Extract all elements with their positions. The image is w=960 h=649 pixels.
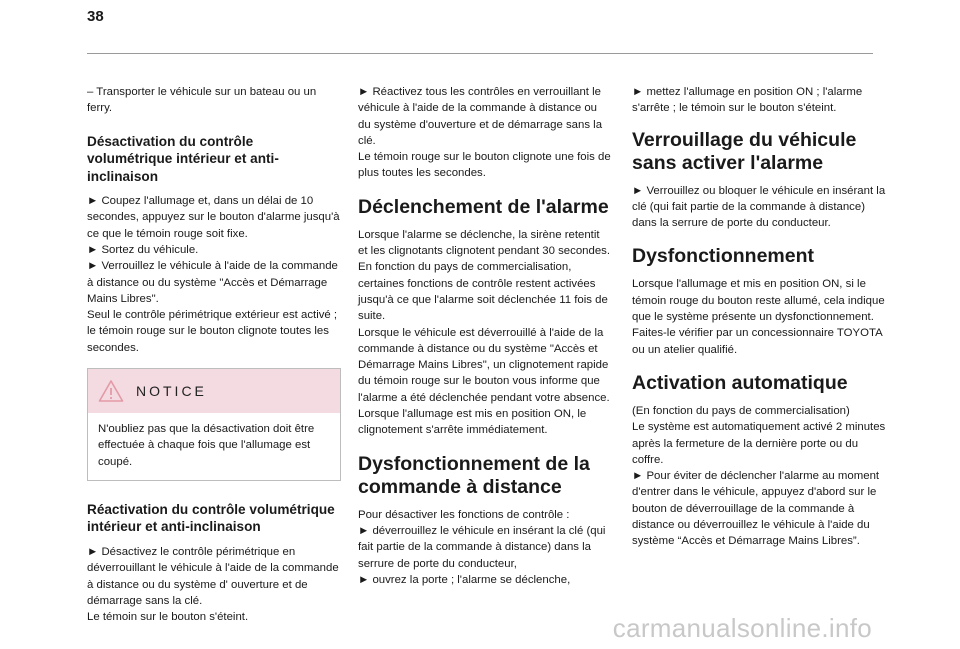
notice-box (87, 368, 341, 481)
intro-text: – Transporter le véhicule sur un bateau ou un ferry. (87, 86, 317, 115)
section-body-deactivation: ► Coupez l'allumage et, dans un délai de 10 secondes, appuyez sur le bouton d'alarme jusqu'à ce que le témoin rouge soit fixe. ► Sortez du véhicule. ► Verrouillez le véhicule à l'aide de la commande à distance ou du système "Accès et Démarrage Mains Libres". Seul le contrôle périmétrique extérieur est activé ; le témoin rouge sur le bouton clignote toutes les secondes. (87, 195, 340, 354)
column-3 (632, 84, 886, 550)
section-title-remote-malfunction: Dysfonctionnement de la commande à distance (358, 452, 590, 498)
section-body-auto-activation: (En fonction du pays de commercialisation) Le système est automatiquement activé 2 minutes après la fermeture de la dernière porte ou du coffre. ► Pour éviter de déclencher l'alarme au moment d'entrer dans le véhicule, appuyez d'abord sur le bouton de déverrouillage de la commande à distance ou déverrouillez le véhicule à l'aide du système “Accès et Démarrage Mains Libres”. (632, 404, 886, 548)
intro-text: ► mettez l'allumage en position ON ; l'alarme s'arrête ; le témoin sur le bouton s'éteint. (632, 86, 863, 115)
section-body-alarm-triggering: Lorsque l'alarme se déclenche, la sirène retentit et les clignotants clignotent pendant 30 secondes. En fonction du pays de commercialisation, certaines fonctions de contrôle restent activées jusqu'à ce que l'alarme soit déclenchée 11 fois de suite. Lorsque le véhicule est déverrouillé à l'aide de la commande à distance ou du système "Accès et Démarrage Mains Libres", un clignotement rapide du témoin rouge sur le bouton vous informe que l'alarme a été déclenchée pendant votre absence. Lorsque l'allumage est mis en position ON, le clignotement s'arrête immédiatement. (358, 228, 611, 437)
section-body-remote-malfunction: Pour désactiver les fonctions de contrôle : ► déverrouillez le véhicule en insérant la clé (qui fait partie de la commande à distance) dans la serrure de porte du conducteur, ► ouvrez la porte ; l'alarme se déclenche, (358, 508, 606, 586)
watermark: carmanualsonline.info (612, 613, 872, 643)
section-body-reactivation: ► Désactivez le contrôle périmétrique en déverrouillant le véhicule à l'aide de la commande à distance ou du système d' ouverture et de démarrage sans la clé. Le témoin sur le bouton s'éteint. (87, 545, 339, 624)
notice-header (88, 369, 340, 413)
notice-title: NOTICE (136, 383, 207, 400)
column-2 (358, 84, 612, 588)
section-title-deactivation: Désactivation du contrôle volumétrique intérieur et anti-inclinaison (87, 133, 279, 184)
notice-text: N'oubliez pas que la désactivation doit être effectuée à chaque fois que l'allumage est coupé. (98, 423, 315, 468)
section-title-auto-activation: Activation automatique (632, 371, 848, 394)
section-title-alarm-triggering: Déclenchement de l'alarme (358, 195, 609, 218)
page-number: 38 (87, 8, 104, 25)
header-divider (87, 53, 873, 54)
column-1 (87, 84, 341, 625)
section-body-lock-without-alarm: ► Verrouillez ou bloquer le véhicule en insérant la clé (qui fait partie de la commande à distance) dans la serrure de porte du conducteur. (632, 184, 886, 230)
warning-triangle-icon (98, 379, 124, 403)
intro-text: ► Réactivez tous les contrôles en verrouillant le véhicule à l'aide de la commande à distance ou du système d'ouverture et de démarrage sans la clé. Le témoin rouge sur le bouton clignote une fois de plus toutes les secondes. (358, 86, 611, 180)
section-body-malfunction: Lorsque l'allumage et mis en position ON, si le témoin rouge du bouton reste allumé, cela indique que le système présente un dysfonctionnement. Faites-le vérifier par un concessionnaire TOYOTA ou un atelier qualifié. (632, 278, 885, 356)
section-title-malfunction: Dysfonctionnement (632, 245, 815, 268)
notice-body (88, 413, 340, 480)
section-title-reactivation: Réactivation du contrôle volumétrique intérieur et anti-inclinaison (87, 501, 335, 535)
section-title-lock-without-alarm: Verrouillage du véhicule sans activer l'alarme (632, 128, 857, 174)
